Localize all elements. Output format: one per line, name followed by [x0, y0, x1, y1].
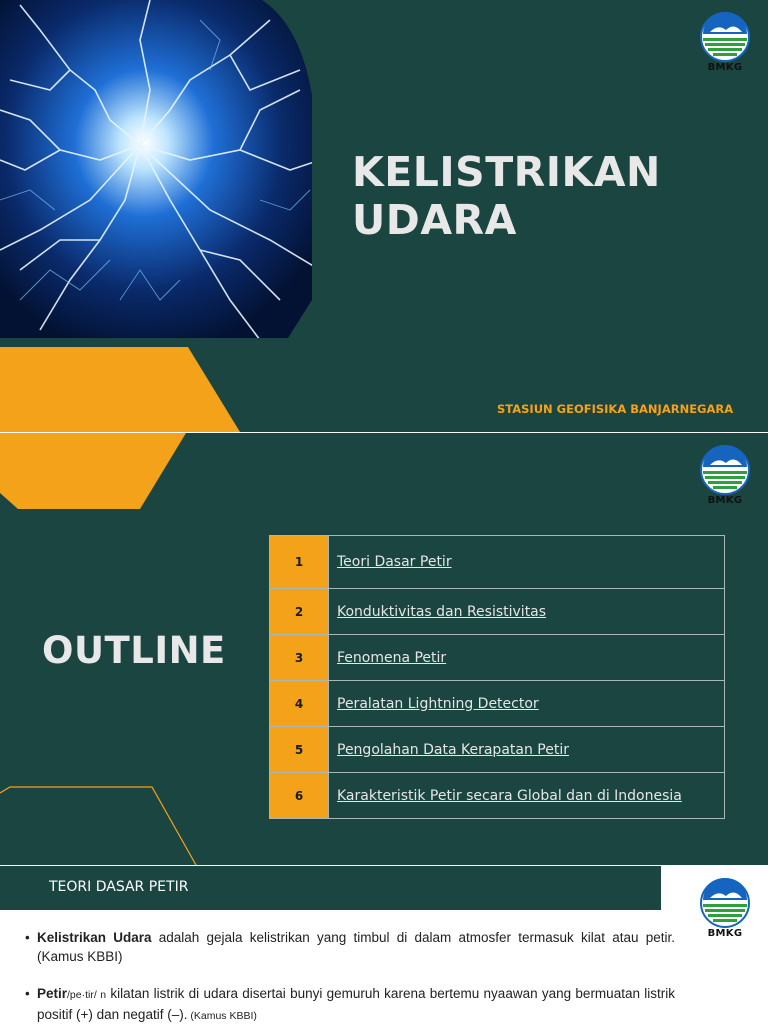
content-slide — [0, 866, 768, 1024]
paragraph-kelistrikan — [25, 928, 675, 966]
orange-outline-shape — [0, 785, 200, 865]
title-line-2: UDARA — [352, 196, 517, 244]
bmkg-logo — [697, 445, 753, 509]
term: Petir — [37, 986, 68, 1001]
source-text: (Kamus KBBI) — [187, 1010, 257, 1022]
outline-link[interactable]: Peralatan Lightning Detector — [329, 681, 725, 727]
outline-number: 4 — [270, 681, 329, 727]
outline-number: 6 — [270, 773, 329, 819]
outline-link[interactable]: Karakteristik Petir secara Global dan di Indonesia — [329, 773, 725, 819]
outline-number: 5 — [270, 727, 329, 773]
outline-link[interactable]: Fenomena Petir — [329, 635, 725, 681]
outline-link[interactable]: Pengolahan Data Kerapatan Petir — [329, 727, 725, 773]
slide-subtitle: STASIUN GEOFISIKA BANJARNEGARA — [497, 402, 734, 416]
outline-number: 1 — [270, 536, 329, 589]
bmkg-emblem-icon — [700, 878, 750, 928]
outline-table — [269, 535, 725, 819]
outline-row — [270, 635, 725, 681]
definition-text: kilatan listrik di udara disertai bunyi gemuruh karena bertemu nyaawan yang bermuatan listrik positif (+) dan negatif (–). — [37, 986, 675, 1022]
section-header-bar — [0, 866, 661, 910]
term: Kelistrikan Udara — [37, 930, 152, 945]
title-slide — [0, 0, 768, 432]
orange-hexagon-shape — [0, 347, 240, 432]
bmkg-logo-text: BMKG — [707, 495, 743, 506]
bmkg-logo — [697, 878, 753, 942]
bmkg-logo-text: BMKG — [707, 928, 743, 939]
pronunciation: /pe·tir/ n — [67, 989, 107, 1001]
bmkg-emblem-icon — [700, 12, 750, 62]
outline-row — [270, 727, 725, 773]
outline-link[interactable]: Konduktivitas dan Resistivitas — [329, 589, 725, 635]
bullet: • — [25, 986, 30, 1001]
bmkg-logo — [697, 12, 753, 76]
outline-row — [270, 536, 725, 589]
paragraph-petir — [25, 984, 675, 1024]
outline-row — [270, 681, 725, 727]
outline-number: 2 — [270, 589, 329, 635]
outline-row — [270, 773, 725, 819]
outline-slide — [0, 433, 768, 865]
outline-row — [270, 589, 725, 635]
slide-title — [352, 148, 752, 244]
bmkg-logo-text: BMKG — [707, 62, 743, 73]
bmkg-emblem-icon — [700, 445, 750, 495]
lightning-image — [0, 0, 320, 340]
outline-link[interactable]: Teori Dasar Petir — [329, 536, 725, 589]
section-header: TEORI DASAR PETIR — [49, 879, 189, 895]
title-line-1: KELISTRIKAN — [352, 148, 661, 196]
definition-text: adalah gejala kelistrikan yang timbul di dalam atmosfer termasuk kilat atau petir. (Kamus KBBI) — [37, 930, 675, 964]
outline-title: OUTLINE — [42, 629, 226, 672]
orange-hexagon-shape — [0, 433, 200, 513]
bullet: • — [25, 930, 30, 945]
outline-number: 3 — [270, 635, 329, 681]
